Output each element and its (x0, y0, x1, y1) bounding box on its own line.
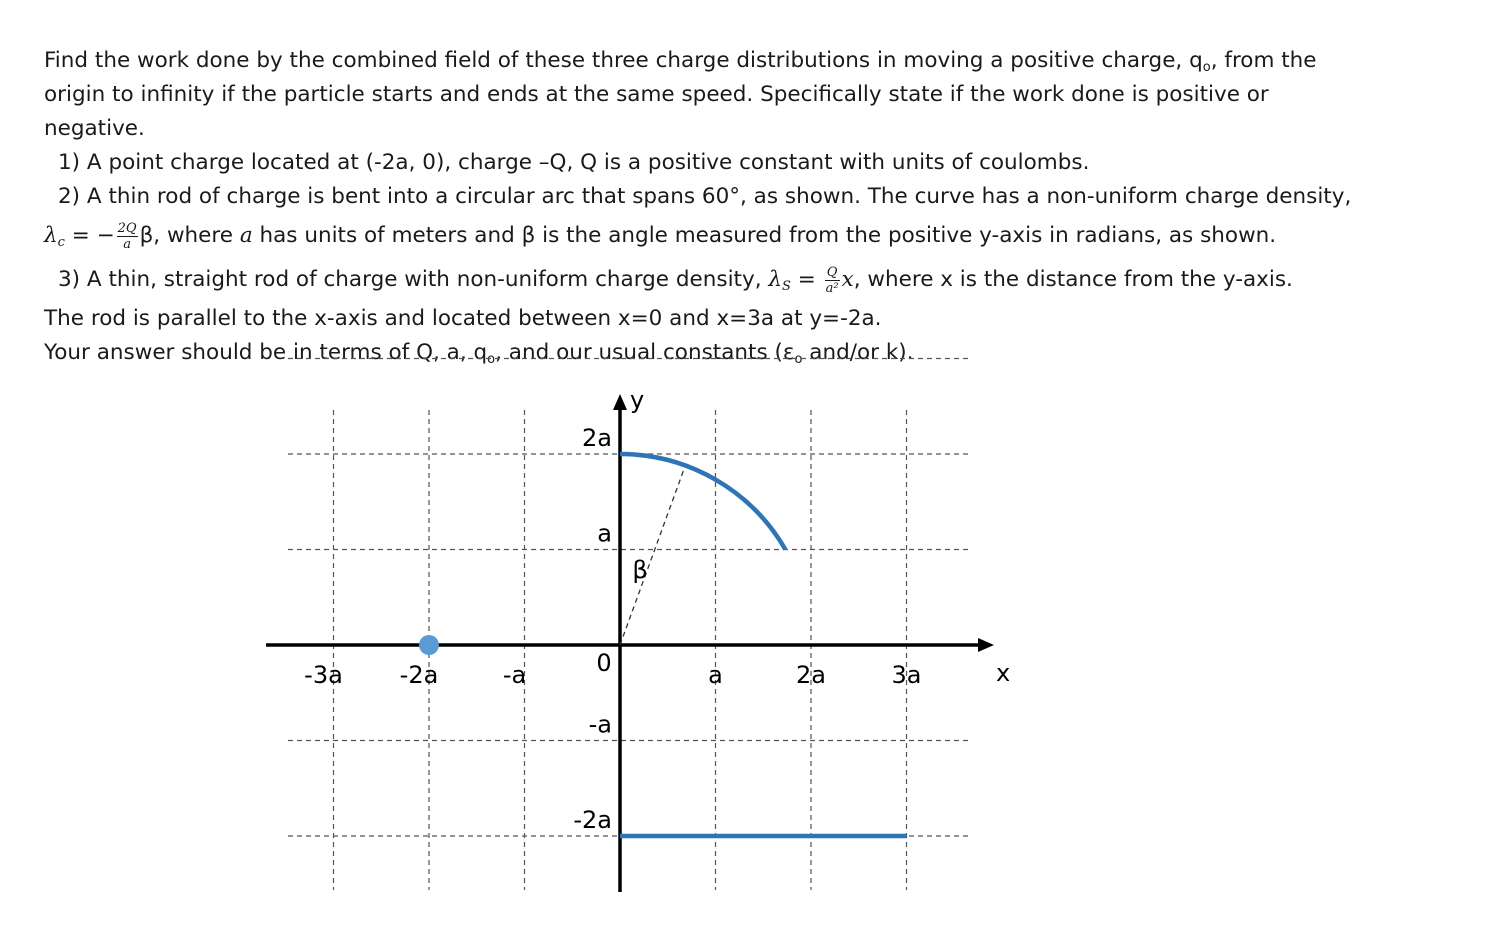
x-tick-label: -2a (399, 661, 439, 689)
point-charge (419, 635, 439, 655)
answer-line: Your answer should be in terms of Q, a, $q_o$, and our usual constants ($\varepsilon_o$ and/or k). (44, 340, 914, 367)
beta-label: β (632, 556, 648, 584)
intro-line-1: Find the work done by the combined field of these three charge distributions in moving a positive charge, $q_o$, from the (44, 48, 1317, 75)
x-tick-label: 2a (796, 661, 826, 689)
x-axis-arrow-icon (978, 638, 994, 652)
x-tick-labels (304, 661, 921, 689)
charged-arc (620, 454, 785, 550)
rod-location-line: The rod is parallel to the x-axis and located between x=0 and x=3a at y=-2a. (44, 306, 882, 331)
item-1: 1) A point charge located at (-2a, 0), charge –Q, Q is a positive constant with units of coulombs. (58, 150, 1090, 175)
y-axis-label: y (630, 386, 645, 414)
rod-density-fraction: $\frac{Q}{\text{a²}}$ (825, 264, 839, 296)
item-2: 2) A thin rod of charge is bent into a circular arc that spans 60°, as shown. The curve has a non-uniform charge density, (58, 184, 1352, 209)
x-tick-label: a (708, 661, 723, 689)
beta-angle-line (620, 466, 685, 645)
intro-line-2: origin to infinity if the particle starts and ends at the same speed. Specifically state if the work done is positive or (44, 82, 1269, 107)
item-2-formula: $\lambda_c$ = − $\frac{2Q}{a}$ β, where a has units of meters and β is the angle measured from the positive y-axis in radians, as shown. (44, 220, 1277, 252)
y-tick-label: 2a (582, 424, 612, 452)
y-tick-label: a (597, 519, 612, 548)
y-axis-arrow-icon (613, 394, 627, 410)
x-tick-label: 3a (891, 661, 922, 689)
y-tick-labels (573, 424, 612, 834)
y-tick-label: -2a (573, 806, 612, 834)
arc-density-fraction: $\frac{2Q}{a}$ (117, 220, 137, 252)
intro-line-3: negative. (44, 116, 145, 141)
x-axis-label: x (996, 659, 1011, 687)
y-tick-label: -a (588, 710, 612, 739)
item-3: 3) A thin, straight rod of charge with non-uniform charge density, $\lambda_S$ = $\frac{Q}{\text{a²}}$ x, where x is the distance from the y-axis. (58, 264, 1293, 296)
origin-label: 0 (596, 649, 612, 677)
x-tick-label: -3a (304, 661, 343, 689)
x-tick-label: -a (502, 661, 527, 689)
